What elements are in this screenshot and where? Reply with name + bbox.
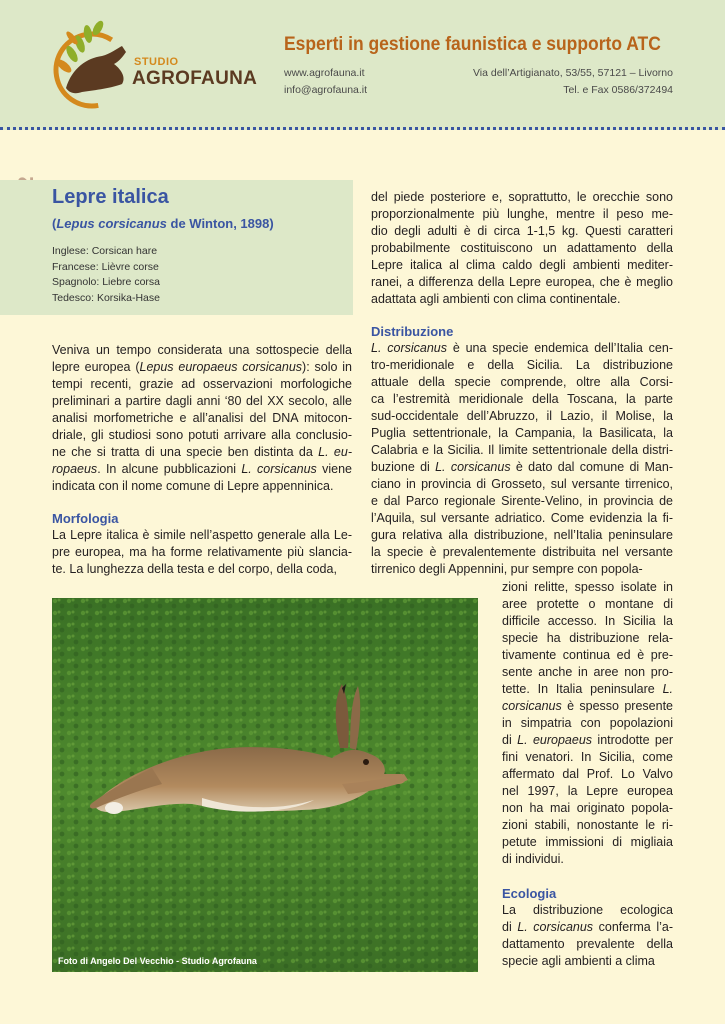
header-tagline: Esperti in gestione faunistica e supporto ATC (284, 34, 661, 55)
text-line: corsicanus è spesso presente (502, 699, 673, 713)
text-line: driale, gli studiosi sono potuti arrivare alla conclusio- (52, 428, 352, 442)
address-text: Via dell’Artigianato, 53/55, 57121 – Livorno (472, 67, 673, 79)
text-line: sud-occidentale dell’Abruzzo, il Lazio, il Molise, la (371, 409, 673, 423)
text-line: di individui. (502, 852, 564, 866)
common-name-french: Francese: Lièvre corse (52, 260, 159, 273)
distribuzione-heading: Distribuzione (371, 324, 454, 339)
text-line: l’Aquila, sul versante adriatico. Come evidenzia la fi- (371, 511, 673, 525)
distribuzione-section (371, 323, 673, 578)
distribuzione-narrow (502, 579, 673, 868)
agrofauna-logo (52, 18, 262, 113)
logo-studio-text: STUDIO (134, 56, 179, 68)
text-line: difficile accesso. In Sicilia la (502, 614, 673, 628)
text-line: e dal Parco regionale Sirente-Velino, in provincia de (371, 494, 673, 508)
text-line: L. corsicanus è una specie endemica dell’Italia cen- (371, 341, 673, 355)
species-author: de Winton, 1898) (166, 216, 274, 231)
text-line: affermato dal Prof. Lo Valvo (502, 767, 673, 781)
logo-icon (52, 18, 132, 113)
text-line: tirrenico degli Appennini, pur sempre con popola- (371, 562, 643, 576)
text-line: indicata con il nome comune di Lepre appenninica. (52, 479, 334, 493)
text-line: lepre europea (Lepus europaeus corsicanus): solo in (52, 360, 353, 374)
ecologia-section (502, 885, 673, 970)
text-line: proporzionalmente più lunghe, mentre il peso me- (371, 207, 673, 221)
text-line: tette. In Italia peninsulare L. (502, 682, 673, 696)
text-line: attuale della specie comprende, oltre alla Corsi- (371, 375, 673, 389)
text-line: gura relativa alla distribuzione, nell’Italia peninsulare (371, 528, 673, 542)
text-line: Puglia settentrionale, la Campania, la Basilicata, la (371, 426, 673, 440)
text-line: ciano in provincia di Grosseto, sul versante tirrenico, (371, 477, 673, 491)
text-line: tempi recenti, grazie ad osservazioni morfologiche (52, 377, 352, 391)
text-line: Veniva un tempo considerata una sottospecie della (52, 343, 352, 357)
text-line: Lepre italica al clima caldo degli ambienti mediter- (371, 258, 673, 272)
common-name-spanish: Spagnolo: Liebre corsa (52, 276, 160, 288)
text-line: sente anche in aree non pro- (502, 665, 673, 679)
text-line: dio degli adulti è di circa 1-1,5 kg. Questi caratteri (371, 224, 673, 238)
text-line: in simpatria con popolazioni (502, 716, 673, 730)
text-line: di L. corsicanus conferma l’a- (502, 920, 673, 934)
email-link[interactable]: info@agrofauna.it (284, 84, 368, 96)
text-line: specie ha distribuzione rela- (502, 631, 673, 645)
text-line: analisi morfometriche e all’analisi del DNA mitocon- (52, 411, 352, 425)
page-header (0, 0, 725, 130)
logo-name-text: AGROFAUNA (132, 68, 258, 89)
morfologia-section (52, 510, 352, 578)
intro-paragraph (52, 342, 352, 495)
text-line: ne che si tratta di una specie ben distinta da L. eu- (52, 445, 352, 459)
common-name-german: Tedesco: Korsika-Hase (52, 291, 160, 304)
text-line: La Lepre italica è simile nell’aspetto generale alla Le- (52, 528, 352, 542)
text-line: nel 1997, la Lepre europea (502, 784, 673, 798)
photo-caption: Foto di Angelo Del Vecchio - Studio Agrofauna (58, 956, 257, 966)
text-line: ca l’estremità meridionale della Toscana, la parte (371, 392, 673, 406)
text-line: la specie è prevalentemente distribuita nel versante (371, 545, 673, 559)
text-line: probabilmente costituiscono un adattamento della (371, 241, 673, 255)
text-line: adattata agli ambienti con clima continentale. (371, 292, 621, 306)
text-line: te. La lunghezza della testa e del corpo, della coda, (52, 562, 337, 576)
text-line: specie agli ambienti a clima (502, 954, 655, 968)
morfologia-paragraph (52, 527, 352, 578)
scientific-name: Lepus corsicanus (56, 216, 167, 231)
text-line: aree protette o montane di (502, 597, 673, 611)
text-line: del piede posteriore e, soprattutto, le orecchie sono (371, 190, 673, 204)
text-line: preliminari a partire dagli anni ‘80 del XX secolo, alle (52, 394, 352, 408)
hare-image (52, 598, 478, 972)
distribuzione-paragraph (371, 340, 673, 578)
species-title: Lepre italica (52, 186, 169, 208)
text-line: buzione di L. corsicanus è dato dal comune di Man- (371, 460, 673, 474)
text-line: ranei, a differenza della Lepre europea, che è meglio (371, 275, 673, 289)
ecologia-paragraph (502, 902, 673, 970)
text-line: ropaeus. In alcune pubblicazioni L. corsicanus viene (52, 462, 352, 476)
morfologia-continued (371, 189, 673, 308)
species-scientific-name: (Lepus corsicanus de Winton, 1898) (52, 216, 274, 231)
text-line: di L. europaeus introdotte per (502, 733, 673, 747)
ecologia-heading: Ecologia (502, 886, 557, 901)
text-line: petute immissioni di migliaia (502, 835, 673, 849)
hare-photo (52, 598, 478, 972)
website-link[interactable]: www.agrofauna.it (284, 67, 365, 79)
common-names-list (52, 244, 160, 306)
text-line: tivamente continua ed è pre- (502, 648, 673, 662)
phone-text: Tel. e Fax 0586/372494 (563, 84, 673, 96)
text-line: tro-meridionale e della Sicilia. La distribuzione (371, 358, 673, 372)
text-line: Calabria e la Sicilia. Il limite settentrionale della distri- (371, 443, 673, 457)
text-line: dattamento prevalente della (502, 937, 673, 951)
morfologia-heading: Morfologia (52, 511, 119, 526)
text-line: La distribuzione ecologica (502, 903, 673, 917)
text-line: fini venatori. In Sicilia, come (502, 750, 673, 764)
text-line: zioni relitte, spesso isolate in (502, 580, 673, 594)
text-line: zioni stabili, nonostante le ri- (502, 818, 673, 832)
text-line: non ha mai originato popola- (502, 801, 673, 815)
text-line: pre europea, ma ha forme relativamente più slancia- (52, 545, 352, 559)
common-name-english: Inglese: Corsican hare (52, 245, 158, 257)
